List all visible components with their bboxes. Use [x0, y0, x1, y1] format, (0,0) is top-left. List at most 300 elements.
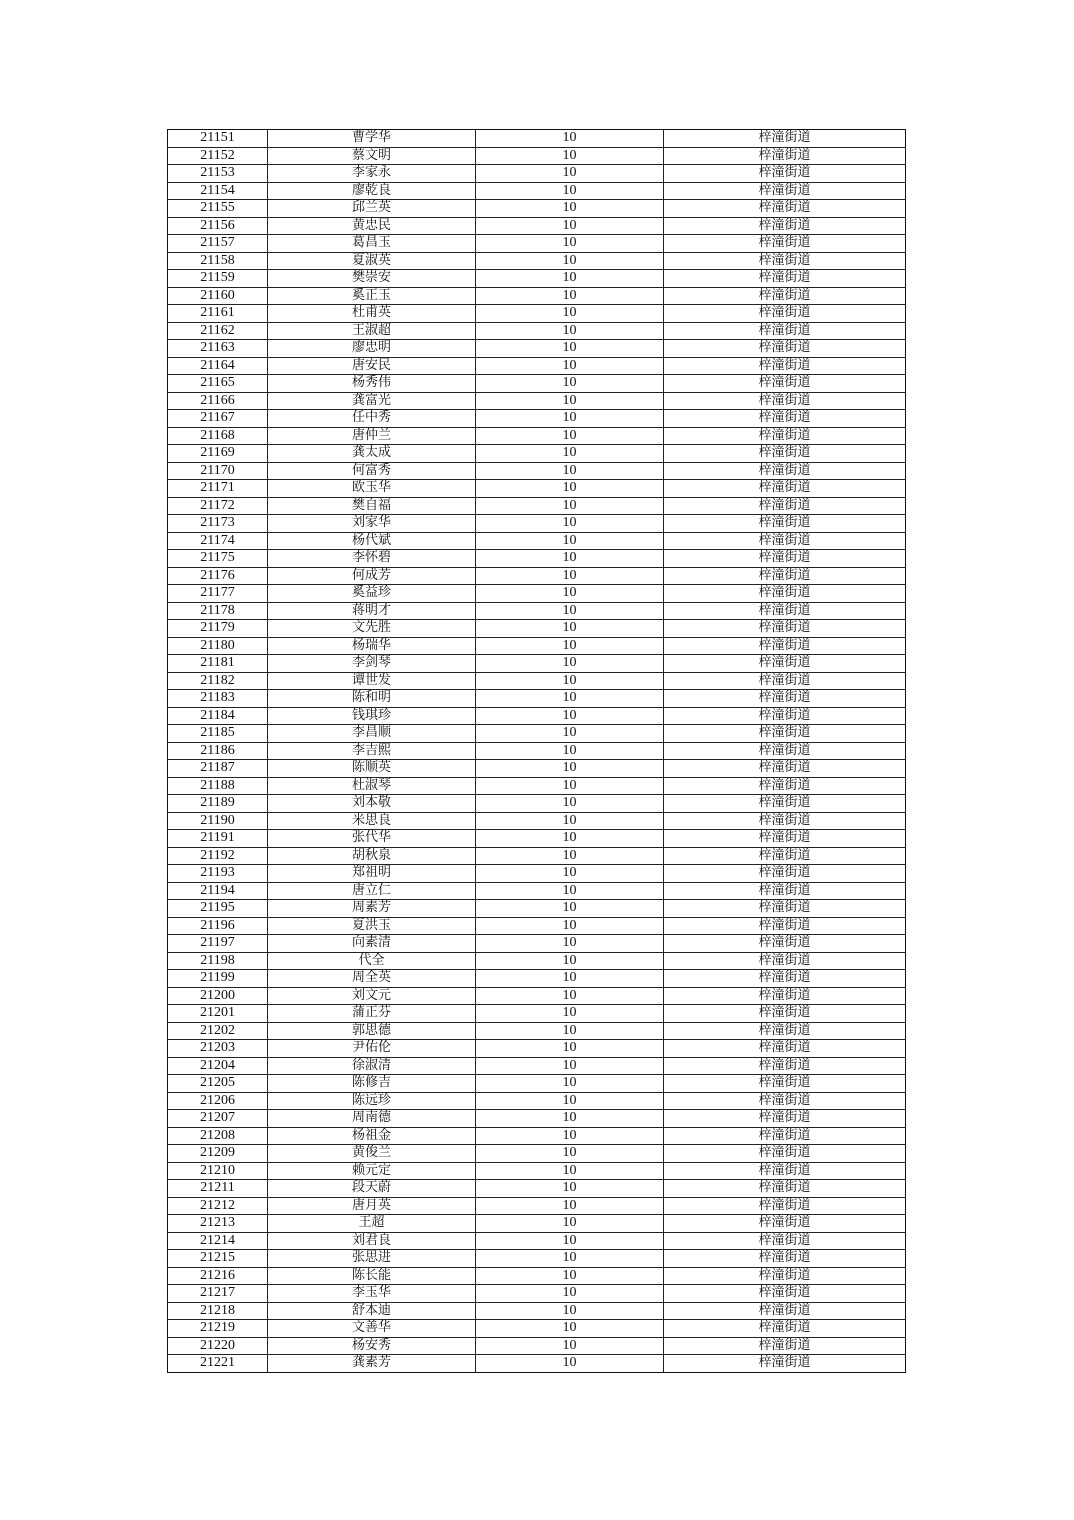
- table-row: [168, 567, 906, 585]
- amount-cell: 10: [476, 602, 664, 620]
- amount-cell: 10: [476, 882, 664, 900]
- row-id-cell: 21195: [168, 900, 268, 918]
- row-id-cell: 21161: [168, 305, 268, 323]
- name-cell: 夏洪玉: [268, 917, 476, 935]
- row-id-cell: 21186: [168, 742, 268, 760]
- name-cell: 李家永: [268, 165, 476, 183]
- amount-cell: 10: [476, 200, 664, 218]
- row-id-cell: 21178: [168, 602, 268, 620]
- table-row: [168, 865, 906, 883]
- row-id-cell: 21156: [168, 217, 268, 235]
- table-row: [168, 1267, 906, 1285]
- table-row: [168, 445, 906, 463]
- row-id-cell: 21171: [168, 480, 268, 498]
- name-cell: 何成芳: [268, 567, 476, 585]
- amount-cell: 10: [476, 252, 664, 270]
- amount-cell: 10: [476, 305, 664, 323]
- street-cell: 梓潼街道: [664, 1057, 906, 1075]
- table-row: [168, 1355, 906, 1373]
- street-cell: 梓潼街道: [664, 1250, 906, 1268]
- row-id-cell: 21154: [168, 182, 268, 200]
- table-row: [168, 847, 906, 865]
- table-row: [168, 217, 906, 235]
- table-row: [168, 357, 906, 375]
- row-id-cell: 21167: [168, 410, 268, 428]
- name-cell: 陈远珍: [268, 1092, 476, 1110]
- amount-cell: 10: [476, 672, 664, 690]
- table-row: [168, 1250, 906, 1268]
- amount-cell: 10: [476, 1075, 664, 1093]
- name-cell: 陈长能: [268, 1267, 476, 1285]
- street-cell: 梓潼街道: [664, 410, 906, 428]
- name-cell: 张思进: [268, 1250, 476, 1268]
- amount-cell: 10: [476, 760, 664, 778]
- street-cell: 梓潼街道: [664, 655, 906, 673]
- name-cell: 杜甫英: [268, 305, 476, 323]
- row-id-cell: 21188: [168, 777, 268, 795]
- name-cell: 陈和明: [268, 690, 476, 708]
- amount-cell: 10: [476, 375, 664, 393]
- row-id-cell: 21204: [168, 1057, 268, 1075]
- amount-cell: 10: [476, 147, 664, 165]
- name-cell: 唐立仁: [268, 882, 476, 900]
- amount-cell: 10: [476, 970, 664, 988]
- table-row: [168, 620, 906, 638]
- street-cell: 梓潼街道: [664, 235, 906, 253]
- table-row: [168, 637, 906, 655]
- name-cell: 刘本敬: [268, 795, 476, 813]
- row-id-cell: 21155: [168, 200, 268, 218]
- amount-cell: 10: [476, 1162, 664, 1180]
- amount-cell: 10: [476, 1267, 664, 1285]
- name-cell: 周南德: [268, 1110, 476, 1128]
- table-row: [168, 200, 906, 218]
- amount-cell: 10: [476, 1320, 664, 1338]
- name-cell: 唐安民: [268, 357, 476, 375]
- row-id-cell: 21215: [168, 1250, 268, 1268]
- amount-cell: 10: [476, 550, 664, 568]
- row-id-cell: 21180: [168, 637, 268, 655]
- street-cell: 梓潼街道: [664, 882, 906, 900]
- table-row: [168, 392, 906, 410]
- row-id-cell: 21214: [168, 1232, 268, 1250]
- name-cell: 葛昌玉: [268, 235, 476, 253]
- street-cell: 梓潼街道: [664, 847, 906, 865]
- amount-cell: 10: [476, 1092, 664, 1110]
- amount-cell: 10: [476, 1022, 664, 1040]
- street-cell: 梓潼街道: [664, 1075, 906, 1093]
- row-id-cell: 21175: [168, 550, 268, 568]
- street-cell: 梓潼街道: [664, 567, 906, 585]
- street-cell: 梓潼街道: [664, 1320, 906, 1338]
- row-id-cell: 21166: [168, 392, 268, 410]
- amount-cell: 10: [476, 690, 664, 708]
- amount-cell: 10: [476, 637, 664, 655]
- street-cell: 梓潼街道: [664, 287, 906, 305]
- row-id-cell: 21219: [168, 1320, 268, 1338]
- row-id-cell: 21174: [168, 532, 268, 550]
- street-cell: 梓潼街道: [664, 620, 906, 638]
- street-cell: 梓潼街道: [664, 480, 906, 498]
- amount-cell: 10: [476, 847, 664, 865]
- name-cell: 陈顺英: [268, 760, 476, 778]
- row-id-cell: 21206: [168, 1092, 268, 1110]
- street-cell: 梓潼街道: [664, 252, 906, 270]
- name-cell: 樊自福: [268, 497, 476, 515]
- amount-cell: 10: [476, 585, 664, 603]
- row-id-cell: 21189: [168, 795, 268, 813]
- table-row: [168, 1337, 906, 1355]
- street-cell: 梓潼街道: [664, 585, 906, 603]
- table-row: [168, 1145, 906, 1163]
- table-row: [168, 830, 906, 848]
- table-row: [168, 1005, 906, 1023]
- amount-cell: 10: [476, 340, 664, 358]
- name-cell: 杨祖金: [268, 1127, 476, 1145]
- row-id-cell: 21194: [168, 882, 268, 900]
- table-row: [168, 1075, 906, 1093]
- street-cell: 梓潼街道: [664, 602, 906, 620]
- street-cell: 梓潼街道: [664, 1127, 906, 1145]
- row-id-cell: 21191: [168, 830, 268, 848]
- table-row: [168, 725, 906, 743]
- name-cell: 尹佑伦: [268, 1040, 476, 1058]
- street-cell: 梓潼街道: [664, 1337, 906, 1355]
- name-cell: 曹学华: [268, 130, 476, 148]
- row-id-cell: 21209: [168, 1145, 268, 1163]
- street-cell: 梓潼街道: [664, 497, 906, 515]
- row-id-cell: 21162: [168, 322, 268, 340]
- amount-cell: 10: [476, 1180, 664, 1198]
- table-row: [168, 1320, 906, 1338]
- table-row: [168, 322, 906, 340]
- street-cell: 梓潼街道: [664, 515, 906, 533]
- street-cell: 梓潼街道: [664, 742, 906, 760]
- street-cell: 梓潼街道: [664, 917, 906, 935]
- name-cell: 王淑超: [268, 322, 476, 340]
- street-cell: 梓潼街道: [664, 900, 906, 918]
- name-cell: 郭思德: [268, 1022, 476, 1040]
- amount-cell: 10: [476, 952, 664, 970]
- row-id-cell: 21199: [168, 970, 268, 988]
- name-cell: 赖元定: [268, 1162, 476, 1180]
- name-cell: 段天蔚: [268, 1180, 476, 1198]
- row-id-cell: 21157: [168, 235, 268, 253]
- table-row: [168, 375, 906, 393]
- street-cell: 梓潼街道: [664, 532, 906, 550]
- amount-cell: 10: [476, 270, 664, 288]
- amount-cell: 10: [476, 900, 664, 918]
- street-cell: 梓潼街道: [664, 865, 906, 883]
- row-id-cell: 21184: [168, 707, 268, 725]
- amount-cell: 10: [476, 1057, 664, 1075]
- amount-cell: 10: [476, 1337, 664, 1355]
- amount-cell: 10: [476, 515, 664, 533]
- table-row: [168, 1127, 906, 1145]
- street-cell: 梓潼街道: [664, 340, 906, 358]
- table-row: [168, 270, 906, 288]
- name-cell: 刘家华: [268, 515, 476, 533]
- name-cell: 蔡文明: [268, 147, 476, 165]
- street-cell: 梓潼街道: [664, 690, 906, 708]
- name-cell: 任中秀: [268, 410, 476, 428]
- amount-cell: 10: [476, 1215, 664, 1233]
- amount-cell: 10: [476, 655, 664, 673]
- table-row: [168, 777, 906, 795]
- name-cell: 胡秋泉: [268, 847, 476, 865]
- table-row: [168, 672, 906, 690]
- name-cell: 周素芳: [268, 900, 476, 918]
- amount-cell: 10: [476, 322, 664, 340]
- street-cell: 梓潼街道: [664, 1092, 906, 1110]
- table-row: [168, 410, 906, 428]
- amount-cell: 10: [476, 1250, 664, 1268]
- table-row: [168, 795, 906, 813]
- street-cell: 梓潼街道: [664, 1197, 906, 1215]
- amount-cell: 10: [476, 165, 664, 183]
- name-cell: 唐仲兰: [268, 427, 476, 445]
- row-id-cell: 21151: [168, 130, 268, 148]
- amount-cell: 10: [476, 182, 664, 200]
- amount-cell: 10: [476, 1232, 664, 1250]
- amount-cell: 10: [476, 130, 664, 148]
- name-cell: 龚素芳: [268, 1355, 476, 1373]
- table-row: [168, 1197, 906, 1215]
- amount-cell: 10: [476, 1005, 664, 1023]
- row-id-cell: 21170: [168, 462, 268, 480]
- table-row: [168, 130, 906, 148]
- amount-cell: 10: [476, 287, 664, 305]
- street-cell: 梓潼街道: [664, 182, 906, 200]
- street-cell: 梓潼街道: [664, 935, 906, 953]
- table-row: [168, 1110, 906, 1128]
- table-row: [168, 952, 906, 970]
- street-cell: 梓潼街道: [664, 1232, 906, 1250]
- table-row: [168, 532, 906, 550]
- name-cell: 欧玉华: [268, 480, 476, 498]
- table-row: [168, 1162, 906, 1180]
- table-row: [168, 480, 906, 498]
- street-cell: 梓潼街道: [664, 672, 906, 690]
- table-row: [168, 427, 906, 445]
- street-cell: 梓潼街道: [664, 270, 906, 288]
- table-row: [168, 690, 906, 708]
- street-cell: 梓潼街道: [664, 812, 906, 830]
- row-id-cell: 21160: [168, 287, 268, 305]
- amount-cell: 10: [476, 1110, 664, 1128]
- row-id-cell: 21213: [168, 1215, 268, 1233]
- table-row: [168, 235, 906, 253]
- amount-cell: 10: [476, 1197, 664, 1215]
- street-cell: 梓潼街道: [664, 830, 906, 848]
- row-id-cell: 21172: [168, 497, 268, 515]
- amount-cell: 10: [476, 1127, 664, 1145]
- row-id-cell: 21168: [168, 427, 268, 445]
- street-cell: 梓潼街道: [664, 375, 906, 393]
- street-cell: 梓潼街道: [664, 1285, 906, 1303]
- amount-cell: 10: [476, 795, 664, 813]
- street-cell: 梓潼街道: [664, 1145, 906, 1163]
- street-cell: 梓潼街道: [664, 322, 906, 340]
- row-id-cell: 21187: [168, 760, 268, 778]
- name-cell: 杨安秀: [268, 1337, 476, 1355]
- street-cell: 梓潼街道: [664, 777, 906, 795]
- amount-cell: 10: [476, 742, 664, 760]
- row-id-cell: 21190: [168, 812, 268, 830]
- name-cell: 奚益珍: [268, 585, 476, 603]
- street-cell: 梓潼街道: [664, 952, 906, 970]
- row-id-cell: 21152: [168, 147, 268, 165]
- row-id-cell: 21185: [168, 725, 268, 743]
- name-cell: 蒋明才: [268, 602, 476, 620]
- row-id-cell: 21169: [168, 445, 268, 463]
- table-row: [168, 1215, 906, 1233]
- row-id-cell: 21218: [168, 1302, 268, 1320]
- row-id-cell: 21192: [168, 847, 268, 865]
- street-cell: 梓潼街道: [664, 1267, 906, 1285]
- table-row: [168, 340, 906, 358]
- table-row: [168, 987, 906, 1005]
- row-id-cell: 21197: [168, 935, 268, 953]
- name-cell: 郑祖明: [268, 865, 476, 883]
- name-cell: 刘文元: [268, 987, 476, 1005]
- row-id-cell: 21221: [168, 1355, 268, 1373]
- name-cell: 舒本迪: [268, 1302, 476, 1320]
- street-cell: 梓潼街道: [664, 305, 906, 323]
- name-cell: 向素清: [268, 935, 476, 953]
- table-row: [168, 1285, 906, 1303]
- name-cell: 李剑琴: [268, 655, 476, 673]
- name-cell: 李昌顺: [268, 725, 476, 743]
- amount-cell: 10: [476, 445, 664, 463]
- table-row: [168, 742, 906, 760]
- row-id-cell: 21210: [168, 1162, 268, 1180]
- table-row: [168, 182, 906, 200]
- row-id-cell: 21220: [168, 1337, 268, 1355]
- table-row: [168, 1232, 906, 1250]
- name-cell: 夏淑英: [268, 252, 476, 270]
- table-row: [168, 935, 906, 953]
- row-id-cell: 21158: [168, 252, 268, 270]
- row-id-cell: 21153: [168, 165, 268, 183]
- row-id-cell: 21193: [168, 865, 268, 883]
- table-row: [168, 1022, 906, 1040]
- street-cell: 梓潼街道: [664, 462, 906, 480]
- name-cell: 陈修吉: [268, 1075, 476, 1093]
- name-cell: 樊崇安: [268, 270, 476, 288]
- table-row: [168, 252, 906, 270]
- amount-cell: 10: [476, 830, 664, 848]
- table-row: [168, 760, 906, 778]
- table-row: [168, 147, 906, 165]
- table-row: [168, 812, 906, 830]
- row-id-cell: 21212: [168, 1197, 268, 1215]
- table-row: [168, 602, 906, 620]
- row-id-cell: 21164: [168, 357, 268, 375]
- name-cell: 谭世发: [268, 672, 476, 690]
- amount-cell: 10: [476, 865, 664, 883]
- row-id-cell: 21216: [168, 1267, 268, 1285]
- name-cell: 徐淑清: [268, 1057, 476, 1075]
- street-cell: 梓潼街道: [664, 1040, 906, 1058]
- amount-cell: 10: [476, 497, 664, 515]
- table-row: [168, 707, 906, 725]
- street-cell: 梓潼街道: [664, 165, 906, 183]
- amount-cell: 10: [476, 567, 664, 585]
- table-row: [168, 970, 906, 988]
- row-id-cell: 21163: [168, 340, 268, 358]
- street-cell: 梓潼街道: [664, 1180, 906, 1198]
- table-row: [168, 550, 906, 568]
- street-cell: 梓潼街道: [664, 1302, 906, 1320]
- name-cell: 奚正玉: [268, 287, 476, 305]
- row-id-cell: 21196: [168, 917, 268, 935]
- row-id-cell: 21165: [168, 375, 268, 393]
- table-row: [168, 1180, 906, 1198]
- name-cell: 杨秀伟: [268, 375, 476, 393]
- street-cell: 梓潼街道: [664, 357, 906, 375]
- street-cell: 梓潼街道: [664, 1005, 906, 1023]
- name-cell: 周全英: [268, 970, 476, 988]
- name-cell: 龚富光: [268, 392, 476, 410]
- name-cell: 杨瑞华: [268, 637, 476, 655]
- table-row: [168, 585, 906, 603]
- table-row: [168, 305, 906, 323]
- row-id-cell: 21173: [168, 515, 268, 533]
- row-id-cell: 21177: [168, 585, 268, 603]
- table-row: [168, 515, 906, 533]
- amount-cell: 10: [476, 462, 664, 480]
- row-id-cell: 21202: [168, 1022, 268, 1040]
- street-cell: 梓潼街道: [664, 987, 906, 1005]
- table-row: [168, 882, 906, 900]
- amount-cell: 10: [476, 707, 664, 725]
- name-cell: 廖乾良: [268, 182, 476, 200]
- row-id-cell: 21181: [168, 655, 268, 673]
- name-cell: 王超: [268, 1215, 476, 1233]
- street-cell: 梓潼街道: [664, 1355, 906, 1373]
- row-id-cell: 21198: [168, 952, 268, 970]
- table-row: [168, 1092, 906, 1110]
- name-cell: 龚太成: [268, 445, 476, 463]
- row-id-cell: 21183: [168, 690, 268, 708]
- amount-cell: 10: [476, 1355, 664, 1373]
- table-row: [168, 1040, 906, 1058]
- amount-cell: 10: [476, 1040, 664, 1058]
- row-id-cell: 21182: [168, 672, 268, 690]
- amount-cell: 10: [476, 1302, 664, 1320]
- amount-cell: 10: [476, 620, 664, 638]
- name-cell: 邱兰英: [268, 200, 476, 218]
- amount-cell: 10: [476, 725, 664, 743]
- amount-cell: 10: [476, 532, 664, 550]
- street-cell: 梓潼街道: [664, 445, 906, 463]
- street-cell: 梓潼街道: [664, 795, 906, 813]
- name-cell: 何富秀: [268, 462, 476, 480]
- row-id-cell: 21203: [168, 1040, 268, 1058]
- table-row: [168, 655, 906, 673]
- street-cell: 梓潼街道: [664, 637, 906, 655]
- street-cell: 梓潼街道: [664, 427, 906, 445]
- row-id-cell: 21200: [168, 987, 268, 1005]
- name-cell: 黄俊兰: [268, 1145, 476, 1163]
- name-cell: 杨代斌: [268, 532, 476, 550]
- table-row: [168, 1057, 906, 1075]
- amount-cell: 10: [476, 1145, 664, 1163]
- amount-cell: 10: [476, 427, 664, 445]
- name-cell: 张代华: [268, 830, 476, 848]
- street-cell: 梓潼街道: [664, 1022, 906, 1040]
